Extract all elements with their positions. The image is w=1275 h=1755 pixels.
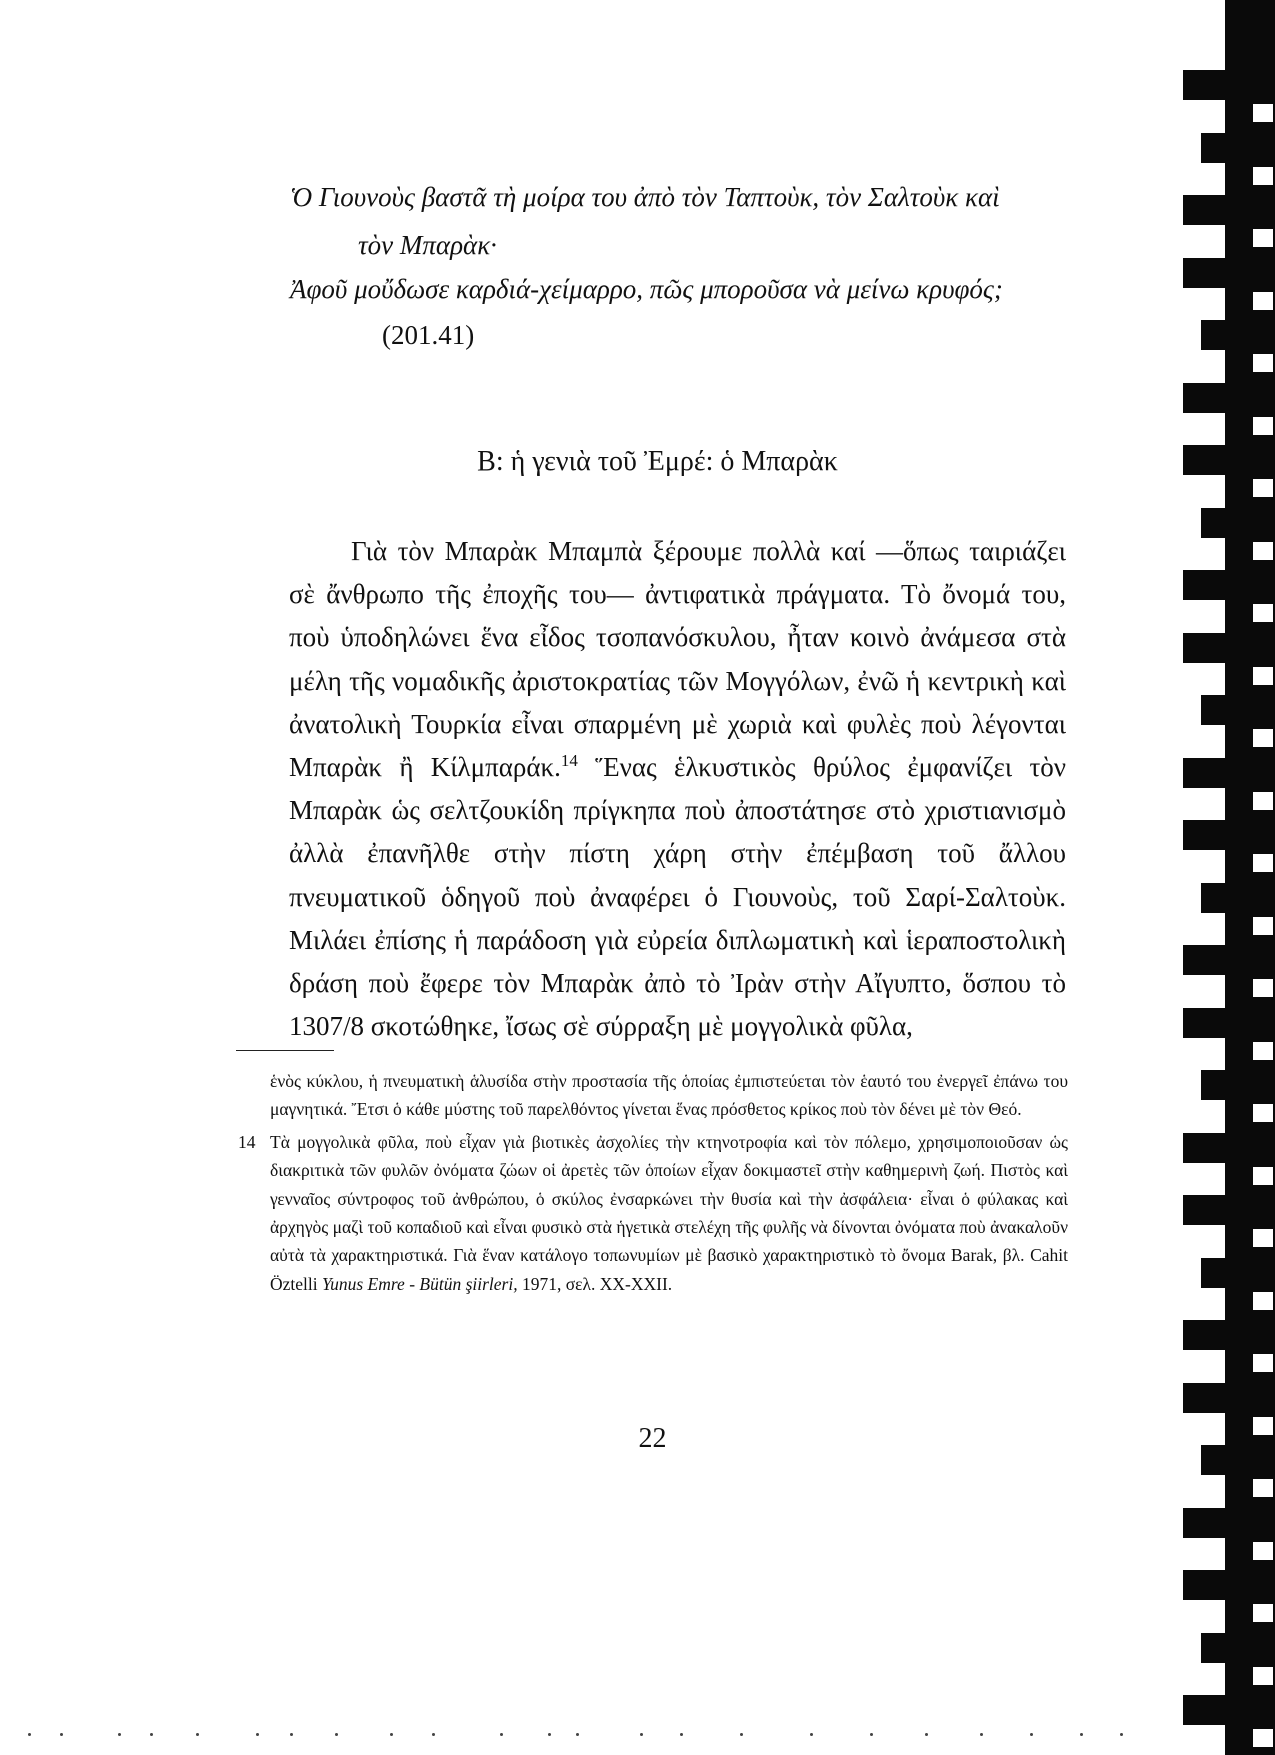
binding-tooth (1183, 1508, 1245, 1538)
footnotes (238, 1067, 1068, 1298)
binding-hole (1253, 729, 1273, 747)
binding-hole (1253, 1729, 1273, 1747)
scan-dot (118, 1733, 121, 1736)
binding-hole (1253, 229, 1273, 247)
binding-tooth (1201, 320, 1245, 350)
scan-dot (335, 1733, 338, 1736)
scan-dot (870, 1733, 873, 1736)
binding-hole (1253, 417, 1273, 435)
binding-tooth (1183, 445, 1245, 475)
binding-hole (1253, 1104, 1273, 1122)
spiral-binding (1168, 0, 1275, 1755)
scan-dot (980, 1733, 983, 1736)
binding-hole (1253, 354, 1273, 372)
footnote-14 (238, 1128, 1068, 1298)
binding-hole (1253, 1479, 1273, 1497)
binding-tooth (1201, 508, 1245, 538)
binding-hole (1253, 667, 1273, 685)
binding-hole (1253, 1042, 1273, 1060)
binding-hole (1253, 1667, 1273, 1685)
binding-tooth (1183, 1195, 1245, 1225)
scan-dot (1120, 1733, 1123, 1736)
scan-dot (290, 1733, 293, 1736)
binding-tooth (1183, 1133, 1245, 1163)
binding-tooth (1183, 70, 1245, 100)
verse-line-1: Ὁ Γιουνοὺς βαστᾶ τὴ μοίρα του ἀπὸ τὸν Ταπτοὺκ, τὸν Σαλτοὺκ καὶ (290, 182, 1000, 212)
footnote-text-main: Τὰ μογγολικὰ φῦλα, ποὺ εἶχαν γιὰ βιοτικὲς ἀσχολίες τὴν κτηνοτροφία καὶ τὸν πόλεμο, χρησιμοποιοῦσαν ὡς διακριτικὰ τῶν φυλῶν ὀνόματα ζώων οἱ ἀρετὲς τῶν ὁποίων εἶχαν δοκιμαστεῖ στὴν καθημερινὴ ζωή. Πιστὸς καὶ γενναῖος σύντροφος τοῦ ἀνθρώπου, ὁ σκύλος ἐνσαρκώνει τὴν θυσία καὶ τὴν ἀσφάλεια· εἶναι ὁ φύλακας καὶ ἀρχηγὸς μαζὶ τοῦ κοπαδιοῦ καὶ εἶναι φυσικὸ στὰ ἡγετικὰ στελέχη τῆς φυλῆς νὰ δίνονται ὀνόματα ποὺ ἀνακαλοῦν αὐτὰ τὰ χαρακτηριστικά. Γιὰ ἕναν κατάλογο τοπωνυμίων μὲ βασικὸ χαρακτηριστικὸ τὸ ὄνομα Barak, βλ. Cahit Öztelli (270, 1131, 1068, 1294)
binding-hole (1253, 1417, 1273, 1435)
binding-tooth (1183, 633, 1245, 663)
binding-tooth (1201, 1070, 1245, 1100)
binding-tooth (1183, 758, 1245, 788)
binding-hole (1253, 1167, 1273, 1185)
verse-citation: (201.41) (382, 320, 475, 350)
scan-dot (640, 1733, 643, 1736)
scan-dot (680, 1733, 683, 1736)
scan-dot (1080, 1733, 1083, 1736)
binding-hole (1253, 479, 1273, 497)
binding-hole (1253, 917, 1273, 935)
verse-line-3: Ἀφοῦ μοὔδωσε καρδιά-χείμαρρο, πῶς μποροῦσα νὰ μείνω κρυφός; (290, 274, 1003, 304)
section-heading: Β: ἡ γενιὰ τοῦ Ἐμρέ: ὁ Μπαρὰκ (477, 446, 838, 477)
footnote-number: 14 (238, 1131, 256, 1152)
binding-hole (1253, 979, 1273, 997)
binding-tooth (1183, 1383, 1245, 1413)
binding-tooth (1183, 570, 1245, 600)
scan-dot (576, 1733, 579, 1736)
footnote-separator (236, 1050, 334, 1051)
footnote-text-end: 1971, σελ. XX-XXII. (517, 1273, 673, 1294)
binding-tooth (1201, 1258, 1245, 1288)
binding-tooth (1183, 195, 1245, 225)
binding-tooth (1183, 1320, 1245, 1350)
binding-tooth (1201, 1633, 1245, 1663)
binding-tooth (1183, 820, 1245, 850)
scan-dot (548, 1733, 551, 1736)
binding-tooth (1183, 1695, 1245, 1725)
binding-hole (1253, 854, 1273, 872)
scan-noise (20, 1733, 1150, 1739)
scan-dot (28, 1733, 31, 1736)
scan-dot (196, 1733, 199, 1736)
body-text-part-2: Ἕνας ἑλκυστικὸς θρύλος ἐμφανίζει τὸν Μπαρὰκ ὡς σελτζουκίδη πρίγκηπα ποὺ ἀποστάτησε στὸ χριστιανισμὸ ἀλλὰ ἐπανῆλθε στὴν πίστη χάρη στὴν ἐπέμβαση τοῦ ἄλλου πνευματικοῦ ὁδηγοῦ ποὺ ἀναφέρει ὁ Γιουνοὺς, τοῦ Σαρί-Σαλτοὺκ. Μιλάει ἐπίσης ἡ παράδοση γιὰ εὐρεία διπλωματικὴ καὶ ἱεραποστολικὴ δράση ποὺ ἔφερε τὸν Μπαρὰκ ἀπὸ τὸ Ἰρὰν στὴν Αἴγυπτο, ὅσπου τὸ 1307/8 σκοτώθηκε, ἴσως σὲ σύρραξη μὲ μογγολικὰ φῦλα, (289, 752, 1066, 1042)
binding-hole (1253, 104, 1273, 122)
binding-hole (1253, 167, 1273, 185)
binding-tooth (1201, 133, 1245, 163)
verse-line-2: τὸν Μπαρὰκ· (358, 230, 497, 260)
body-text-part-1: Γιὰ τὸν Μπαρὰκ Μπαμπὰ ξέρουμε πολλὰ καί —ὅπως ταιριάζει σὲ ἄνθρωπο τῆς ἐποχῆς του— ἀντιφατικὰ πράγματα. Τὸ ὄνομά του, ποὺ ὑποδηλώνει ἕνα εἶδος τσοπανόσκυλου, ἦταν κοινὸ ἀνάμεσα στὰ μέλη τῆς νομαδικῆς ἀριστοκρατίας τῶν Μογγόλων, ἐνῶ ἡ κεντρικὴ καὶ ἀνατολικὴ Τουρκία εἶναι σπαρμένη μὲ χωριὰ καὶ φυλὲς ποὺ λέγονται Μπαρὰκ ἢ Κίλμπαράκ. (289, 536, 1066, 783)
scan-dot (500, 1733, 503, 1736)
binding-tooth (1183, 1008, 1245, 1038)
binding-hole (1253, 292, 1273, 310)
binding-hole (1253, 1542, 1273, 1560)
footnote-text (270, 1128, 1068, 1298)
scan-dot (925, 1733, 928, 1736)
page-number: 22 (638, 1423, 667, 1454)
binding-tooth (1183, 383, 1245, 413)
footnote-continuation: ἑνὸς κύκλου, ἡ πνευματικὴ ἁλυσίδα στὴν προστασία τῆς ὁποίας ἐμπιστεύεται τὸν ἑαυτό του ἐνεργεῖ ἐπάνω του μαγνητικά. Ἔτσι ὁ κάθε μύστης τοῦ παρελθόντος γίνεται ἕνας πρόσθετος κρίκος ποὺ τὸν δένει μὲ τὸν Θεό. (270, 1071, 1068, 1120)
binding-hole (1253, 1604, 1273, 1622)
scan-dot (60, 1733, 63, 1736)
body-paragraph (289, 530, 1066, 1048)
binding-hole (1253, 604, 1273, 622)
binding-tooth (1183, 258, 1245, 288)
scan-dot (810, 1733, 813, 1736)
binding-tooth (1201, 1445, 1245, 1475)
binding-tooth (1183, 1570, 1245, 1600)
binding-tooth (1201, 695, 1245, 725)
scan-dot (1030, 1733, 1033, 1736)
scan-dot (432, 1733, 435, 1736)
binding-tooth (1183, 945, 1245, 975)
binding-hole (1253, 1229, 1273, 1247)
binding-hole (1253, 542, 1273, 560)
binding-tooth (1201, 883, 1245, 913)
scan-dot (256, 1733, 259, 1736)
binding-hole (1253, 1354, 1273, 1372)
footnote-book-title: Yunus Emre - Bütün şiirleri, (322, 1273, 518, 1294)
scan-dot (390, 1733, 393, 1736)
scan-dot (150, 1733, 153, 1736)
binding-hole (1253, 1292, 1273, 1310)
footnote-reference-14[interactable]: 14 (560, 751, 578, 771)
binding-hole (1253, 792, 1273, 810)
scan-dot (740, 1733, 743, 1736)
